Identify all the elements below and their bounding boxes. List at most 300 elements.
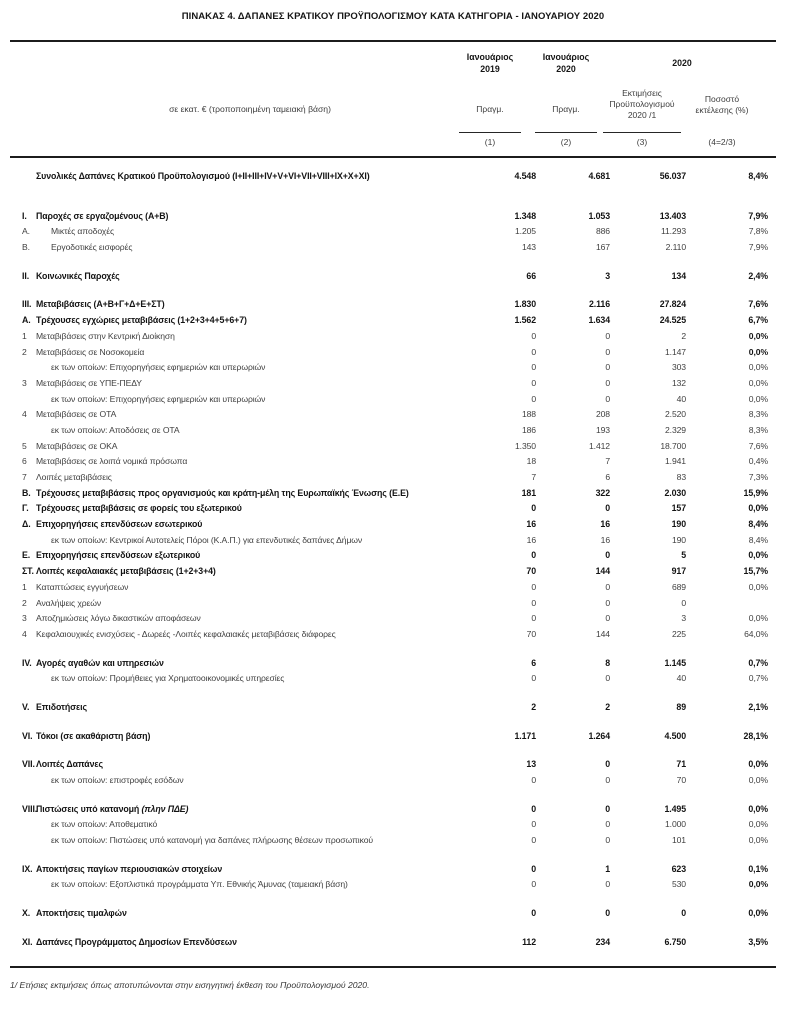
divider-header — [10, 156, 776, 158]
row-index: VIII. — [22, 803, 38, 814]
row-index: 3 — [22, 613, 27, 624]
cell-budget-estimate: 11.293 — [660, 226, 686, 237]
row-label-text: Μεταβιβάσεις (Α+Β+Γ+Δ+Ε+ΣΤ) — [36, 299, 165, 310]
row-label — [36, 169, 472, 185]
cell-execution-rate: 0,0% — [748, 393, 768, 404]
row-index: 1 — [22, 330, 27, 341]
row-label — [36, 862, 472, 878]
row-label-text: εκ των οποίων: Επιχορηγήσεις εφημεριών και υπερωριών — [51, 362, 266, 373]
row-label-text: εκ των οποίων: Αποθεματικό — [51, 819, 158, 830]
row-label-text: εκ των οποίων: Κεντρικοί Αυτοτελείς Πόροι (Κ.Α.Π.) για επενδυτικές δαπάνες Δήμων — [51, 534, 363, 545]
cell-jan-2020: 0 — [605, 503, 610, 514]
row-label-text: εκ των οποίων: Προμήθειες για Χρηματοοικονομικές υπηρεσίες — [51, 673, 285, 684]
cell-jan-2019: 66 — [526, 270, 536, 281]
cell-execution-rate: 0,0% — [748, 908, 768, 919]
cell-execution-rate: 2,1% — [748, 701, 768, 712]
cell-jan-2019: 13 — [526, 759, 536, 770]
table-row — [10, 656, 776, 672]
row-index: 4 — [22, 628, 27, 639]
cell-budget-estimate: 157 — [671, 503, 686, 514]
cell-jan-2019: 1.348 — [514, 210, 536, 221]
row-label — [36, 392, 472, 408]
cell-jan-2019: 186 — [521, 424, 536, 435]
row-label-text: Καταπτώσεις εγγυήσεων — [36, 581, 129, 592]
row-label — [36, 596, 472, 612]
table-row — [10, 501, 776, 517]
cell-budget-estimate: 1.941 — [664, 456, 686, 467]
table-row — [10, 935, 776, 951]
cell-execution-rate: 0,0% — [748, 759, 768, 770]
cell-jan-2019: 0 — [531, 597, 536, 608]
cell-budget-estimate: 1.495 — [664, 803, 686, 814]
column-index-4: (4=2/3) — [708, 137, 736, 147]
cell-jan-2019: 188 — [521, 409, 536, 420]
cell-budget-estimate: 18.700 — [660, 440, 686, 451]
table-row — [10, 671, 776, 687]
cell-execution-rate: 0,0% — [748, 835, 768, 846]
table-row — [10, 269, 776, 285]
cell-budget-estimate: 5 — [681, 550, 686, 561]
table-row — [10, 470, 776, 486]
cell-jan-2019: 0 — [531, 362, 536, 373]
section-gap — [10, 256, 776, 269]
cell-jan-2019: 0 — [531, 835, 536, 846]
table-row — [10, 345, 776, 361]
subheader-execution-rate — [684, 94, 760, 116]
cell-jan-2020: 16 — [600, 519, 610, 530]
cell-jan-2019: 0 — [531, 908, 536, 919]
row-index: Α. — [22, 315, 31, 326]
cell-execution-rate: 7,8% — [748, 226, 768, 237]
cell-budget-estimate: 40 — [676, 393, 686, 404]
row-index: Β. — [22, 242, 30, 253]
cell-budget-estimate: 3 — [681, 613, 686, 624]
section-gap — [10, 744, 776, 757]
cell-budget-estimate: 56.037 — [659, 171, 686, 181]
row-label-text: Πιστώσεις υπό κατανομή — [36, 803, 142, 814]
row-label-text: Αποζημιώσεις λόγω δικαστικών αποφάσεων — [36, 613, 201, 624]
cell-budget-estimate: 101 — [671, 835, 686, 846]
row-label — [36, 376, 472, 392]
cell-execution-rate: 0,0% — [748, 803, 768, 814]
cell-execution-rate: 0,0% — [748, 346, 768, 357]
row-label — [36, 454, 472, 470]
table-row — [10, 407, 776, 423]
column-header-jan-2019 — [452, 52, 528, 75]
cell-jan-2020: 0 — [605, 908, 610, 919]
cell-jan-2020: 0 — [605, 673, 610, 684]
subheader-actual-2020: Πραγμ. — [552, 104, 580, 114]
row-label — [36, 240, 472, 256]
section-gap — [10, 284, 776, 297]
cell-jan-2019: 0 — [531, 863, 536, 874]
row-label-text: εκ των οποίων: Εξοπλιστικά προγράμματα Υπ. Εθνικής Άμυνας (ταμειακή βάση) — [51, 879, 348, 890]
column-header-line: Ιανουάριος — [466, 52, 514, 62]
table-row — [10, 423, 776, 439]
cell-execution-rate: 0,7% — [748, 673, 768, 684]
row-label-text: Επιχορηγήσεις επενδύσεων εσωτερικού — [36, 519, 203, 530]
cell-jan-2020: 0 — [605, 835, 610, 846]
section-gap — [10, 789, 776, 802]
cell-jan-2020: 144 — [595, 628, 610, 639]
column-header-line: 2020 — [556, 63, 576, 74]
cell-budget-estimate: 623 — [671, 863, 686, 874]
cell-execution-rate: 7,9% — [748, 210, 768, 221]
cell-budget-estimate: 27.824 — [659, 299, 686, 310]
table-row — [10, 313, 776, 329]
row-label-text: Λοιπές μεταβιβάσεις — [36, 472, 112, 482]
cell-execution-rate: 2,4% — [748, 270, 768, 281]
row-label — [36, 297, 472, 313]
cell-execution-rate: 0,0% — [748, 503, 768, 514]
cell-jan-2020: 0 — [605, 803, 610, 814]
row-index: III. — [22, 299, 32, 310]
row-label — [36, 773, 472, 789]
table-row — [10, 548, 776, 564]
row-label — [36, 611, 472, 627]
row-label-text: Επιδοτήσεις — [36, 701, 87, 712]
row-label-text: Τρέχουσες μεταβιβάσεις προς οργανισμούς και κράτη-μέλη της Ευρωπαϊκής Ένωσης (Ε.Ε) — [36, 487, 409, 498]
cell-jan-2020: 0 — [605, 613, 610, 624]
row-label — [36, 423, 472, 439]
cell-execution-rate: 8,4% — [748, 519, 768, 530]
cell-execution-rate: 7,6% — [748, 440, 768, 451]
cell-budget-estimate: 2.329 — [664, 424, 686, 435]
row-label-text: Κοινωνικές Παροχές — [36, 270, 120, 281]
row-label — [36, 627, 472, 643]
column-header-line: 2019 — [480, 63, 500, 74]
cell-jan-2020: 0 — [605, 581, 610, 592]
row-label — [36, 833, 472, 849]
cell-jan-2020: 234 — [595, 936, 610, 947]
table-row — [10, 297, 776, 313]
unit-note: σε εκατ. € (τροποποιημένη ταμειακή βάση) — [169, 104, 331, 114]
table-row — [10, 376, 776, 392]
cell-execution-rate: 7,9% — [748, 242, 768, 253]
row-label — [36, 935, 472, 951]
row-label — [36, 345, 472, 361]
cell-execution-rate: 8,3% — [748, 409, 768, 420]
row-label — [36, 486, 472, 502]
table-row — [10, 240, 776, 256]
row-index: Α. — [22, 226, 30, 237]
row-label-text: Αναλήψεις χρεών — [36, 597, 102, 608]
cell-jan-2019: 70 — [526, 628, 536, 639]
row-label-text: εκ των οποίων: επιστροφές εσόδων — [51, 775, 184, 785]
cell-jan-2020: 16 — [600, 534, 610, 545]
table-row — [10, 564, 776, 580]
cell-budget-estimate: 13.403 — [659, 210, 686, 221]
cell-jan-2019: 70 — [526, 566, 536, 577]
footnote: 1/ Ετήσιες εκτιμήσεις όπως αποτυπώνονται στην εισηγητική έκθεση του Προϋπολογισμού 2020. — [10, 980, 370, 990]
row-label-italic: (πλην ΠΔΕ) — [141, 803, 189, 814]
row-label — [36, 729, 472, 745]
cell-execution-rate: 64,0% — [744, 628, 768, 639]
table-row — [10, 517, 776, 533]
cell-execution-rate: 0,0% — [748, 819, 768, 830]
row-label-text: Αποκτήσεις τιμαλφών — [36, 908, 127, 919]
table-row — [10, 700, 776, 716]
cell-jan-2020: 3 — [605, 270, 610, 281]
table-row — [10, 906, 776, 922]
row-index: VI. — [22, 730, 33, 741]
cell-jan-2019: 1.171 — [514, 730, 536, 741]
cell-jan-2020: 193 — [595, 424, 610, 435]
table-row — [10, 224, 776, 240]
cell-jan-2019: 0 — [531, 803, 536, 814]
cell-jan-2020: 6 — [605, 472, 610, 482]
table-row — [10, 627, 776, 643]
cell-jan-2020: 4.681 — [588, 171, 610, 181]
cell-budget-estimate: 4.500 — [664, 730, 686, 741]
cell-execution-rate: 15,7% — [743, 566, 768, 577]
cell-jan-2020: 208 — [595, 409, 610, 420]
column-group-2020: 2020 — [672, 58, 692, 68]
cell-jan-2020: 7 — [605, 456, 610, 467]
cell-budget-estimate: 225 — [671, 628, 686, 639]
subheader-actual-2019: Πραγμ. — [476, 104, 504, 114]
cell-jan-2020: 8 — [605, 657, 610, 668]
cell-jan-2019: 0 — [531, 503, 536, 514]
cell-jan-2020: 0 — [605, 550, 610, 561]
subheader-underline — [603, 132, 681, 133]
row-label — [36, 439, 472, 455]
table-row — [10, 169, 776, 185]
row-label — [36, 517, 472, 533]
cell-jan-2019: 0 — [531, 550, 536, 561]
table-row — [10, 209, 776, 225]
cell-execution-rate: 8,4% — [748, 171, 768, 181]
table-row — [10, 877, 776, 893]
cell-budget-estimate: 89 — [676, 701, 686, 712]
cell-jan-2020: 2.116 — [588, 299, 610, 310]
cell-jan-2019: 0 — [531, 879, 536, 890]
row-index: ΣΤ. — [22, 566, 34, 577]
table-row — [10, 580, 776, 596]
subheader-budget-estimate — [600, 88, 684, 121]
row-index: XI. — [22, 936, 33, 947]
cell-jan-2020: 0 — [605, 346, 610, 357]
cell-execution-rate: 6,7% — [748, 315, 768, 326]
cell-execution-rate: 8,3% — [748, 424, 768, 435]
section-gap — [10, 643, 776, 656]
row-label — [36, 700, 472, 716]
cell-jan-2020: 1.053 — [588, 210, 610, 221]
cell-jan-2019: 143 — [521, 242, 536, 253]
row-label-text: Μεταβιβάσεις σε λοιπά νομικά πρόσωπα — [36, 456, 188, 467]
section-gap — [10, 716, 776, 729]
cell-budget-estimate: 40 — [676, 673, 686, 684]
row-index: Β. — [22, 487, 31, 498]
cell-execution-rate: 0,0% — [748, 581, 768, 592]
row-index: 4 — [22, 409, 27, 420]
cell-jan-2019: 112 — [522, 936, 536, 947]
row-index: II. — [22, 270, 30, 281]
cell-jan-2020: 0 — [605, 393, 610, 404]
section-gap — [10, 849, 776, 862]
cell-budget-estimate: 0 — [681, 597, 686, 608]
cell-budget-estimate: 917 — [671, 566, 686, 577]
cell-budget-estimate: 689 — [671, 581, 686, 592]
cell-jan-2020: 1.634 — [588, 315, 610, 326]
table-row — [10, 454, 776, 470]
cell-execution-rate: 0,0% — [748, 613, 768, 624]
column-index-1: (1) — [484, 137, 496, 147]
cell-jan-2020: 0 — [605, 362, 610, 373]
cell-execution-rate: 28,1% — [743, 730, 768, 741]
cell-jan-2019: 181 — [521, 487, 536, 498]
cell-execution-rate: 15,9% — [743, 487, 768, 498]
cell-jan-2019: 4.548 — [514, 171, 536, 181]
cell-budget-estimate: 134 — [671, 270, 686, 281]
row-label — [36, 548, 472, 564]
row-label-text: Μεταβιβάσεις σε ΟΚΑ — [36, 440, 118, 451]
row-index: 1 — [22, 581, 27, 592]
row-label-text: εκ των οποίων: Αποδόσεις σε ΟΤΑ — [51, 424, 180, 435]
row-index: Δ. — [22, 519, 31, 530]
cell-execution-rate: 0,0% — [748, 377, 768, 388]
cell-jan-2019: 0 — [531, 346, 536, 357]
row-label-text: Παροχές σε εργαζομένους (Α+Β) — [36, 210, 169, 221]
row-label-text: εκ των οποίων: Επιχορηγήσεις εφημεριών και υπερωριών — [51, 393, 266, 404]
cell-jan-2020: 2 — [605, 701, 610, 712]
cell-jan-2019: 0 — [531, 613, 536, 624]
cell-jan-2020: 322 — [595, 487, 610, 498]
cell-jan-2020: 0 — [605, 377, 610, 388]
table-row — [10, 360, 776, 376]
row-index: 7 — [22, 472, 27, 482]
cell-jan-2019: 6 — [531, 657, 536, 668]
cell-execution-rate: 7,3% — [748, 472, 768, 482]
cell-jan-2020: 0 — [605, 819, 610, 830]
row-label-text: Λοιπές κεφαλαιακές μεταβιβάσεις (1+2+3+4) — [36, 566, 216, 577]
cell-budget-estimate: 1.000 — [664, 819, 686, 830]
column-index-2: (2) — [560, 137, 572, 147]
cell-execution-rate: 8,4% — [748, 534, 768, 545]
row-label — [36, 671, 472, 687]
row-index: Ε. — [22, 550, 31, 561]
cell-execution-rate: 0,0% — [748, 550, 768, 561]
row-label — [36, 407, 472, 423]
cell-jan-2019: 1.562 — [514, 315, 536, 326]
row-index: Γ. — [22, 503, 29, 514]
cell-budget-estimate: 303 — [671, 362, 686, 373]
table-row — [10, 817, 776, 833]
cell-jan-2020: 0 — [605, 759, 610, 770]
table-row — [10, 596, 776, 612]
table-body — [10, 169, 776, 951]
row-label — [36, 656, 472, 672]
row-index: 5 — [22, 440, 27, 451]
cell-jan-2019: 0 — [531, 819, 536, 830]
cell-jan-2020: 0 — [605, 597, 610, 608]
row-label-text: Εργοδοτικές εισφορές — [51, 242, 133, 253]
row-label — [36, 757, 472, 773]
row-label — [36, 533, 472, 549]
row-label-text: Μεταβιβάσεις σε ΥΠΕ-ΠΕΔΥ — [36, 377, 142, 388]
cell-jan-2019: 1.830 — [514, 299, 536, 310]
cell-jan-2019: 16 — [526, 519, 536, 530]
cell-jan-2019: 16 — [526, 534, 536, 545]
row-label-text: Τρέχουσες εγχώριες μεταβιβάσεις (1+2+3+4+5+6+7) — [36, 315, 247, 326]
divider-top — [10, 40, 776, 42]
table-row — [10, 833, 776, 849]
column-header-line: Ιανουάριος — [542, 52, 590, 62]
row-index: V. — [22, 701, 30, 712]
cell-budget-estimate: 83 — [676, 472, 686, 482]
table-row — [10, 862, 776, 878]
cell-execution-rate: 0,0% — [748, 775, 768, 785]
cell-budget-estimate: 6.750 — [664, 936, 686, 947]
cell-jan-2019: 0 — [531, 775, 536, 785]
row-label-text: Μεταβιβάσεις σε Νοσοκομεία — [36, 346, 145, 357]
row-index: I. — [22, 210, 27, 221]
cell-budget-estimate: 2.030 — [664, 487, 686, 498]
row-label — [36, 329, 472, 345]
row-label — [36, 580, 472, 596]
cell-jan-2019: 0 — [531, 330, 536, 341]
row-label — [36, 224, 472, 240]
table-row — [10, 533, 776, 549]
row-label-text: Τρέχουσες μεταβιβάσεις σε φορείς του εξωτερικού — [36, 503, 242, 514]
cell-execution-rate: 0,0% — [748, 362, 768, 373]
row-label-text: Τόκοι (σε ακαθάριστη βάση) — [36, 730, 151, 741]
row-label — [36, 360, 472, 376]
cell-budget-estimate: 71 — [676, 759, 686, 770]
cell-jan-2020: 1.412 — [588, 440, 610, 451]
subheader-line: εκτέλεσης (%) — [695, 105, 749, 115]
row-label — [36, 906, 472, 922]
row-label-text: Μικτές αποδοχές — [51, 226, 114, 237]
row-index: IV. — [22, 657, 32, 668]
row-index: 3 — [22, 377, 27, 388]
row-index: X. — [22, 908, 31, 919]
row-label-text: Επιχορηγήσεις επενδύσεων εξωτερικού — [36, 550, 201, 561]
cell-execution-rate: 0,1% — [748, 863, 768, 874]
row-index: VII. — [22, 759, 35, 770]
row-label — [36, 209, 472, 225]
table-row — [10, 611, 776, 627]
table-row — [10, 773, 776, 789]
cell-jan-2019: 0 — [531, 581, 536, 592]
cell-jan-2019: 0 — [531, 377, 536, 388]
cell-budget-estimate: 2.520 — [664, 409, 686, 420]
row-label-text: Συνολικές Δαπάνες Κρατικού Προϋπολογισμού (I+II+III+IV+V+VI+VII+VIII+IX+X+XI) — [36, 171, 370, 181]
cell-jan-2020: 0 — [605, 330, 610, 341]
column-header-jan-2020 — [528, 52, 604, 75]
row-label-text: Αποκτήσεις παγίων περιουσιακών στοιχείων — [36, 863, 223, 874]
section-gap — [10, 185, 776, 209]
table-row — [10, 729, 776, 745]
row-label-text: εκ των οποίων: Πιστώσεις υπό κατανομή για δαπάνες πλήρωσης θέσεων προσωπικού — [51, 835, 373, 846]
cell-execution-rate: 7,6% — [748, 299, 768, 310]
row-label — [36, 802, 472, 818]
cell-budget-estimate: 70 — [676, 775, 686, 785]
table-row — [10, 329, 776, 345]
table-row — [10, 486, 776, 502]
cell-jan-2020: 0 — [605, 775, 610, 785]
cell-jan-2019: 0 — [531, 393, 536, 404]
cell-jan-2020: 1.264 — [588, 730, 610, 741]
cell-budget-estimate: 2.110 — [665, 242, 686, 253]
cell-jan-2020: 144 — [595, 566, 610, 577]
row-index: 6 — [22, 456, 27, 467]
row-index: 2 — [22, 346, 27, 357]
cell-budget-estimate: 530 — [671, 879, 686, 890]
cell-budget-estimate: 190 — [671, 519, 686, 530]
section-gap — [10, 922, 776, 935]
page-title: ΠΙΝΑΚΑΣ 4. ΔΑΠΑΝΕΣ ΚΡΑΤΙΚΟΥ ΠΡΟΫΠΟΛΟΓΙΣΜΟΥ ΚΑΤΑ ΚΑΤΗΓΟΡΙΑ - ΙΑΝΟΥΑΡΙΟΥ 2020 — [181, 11, 605, 22]
